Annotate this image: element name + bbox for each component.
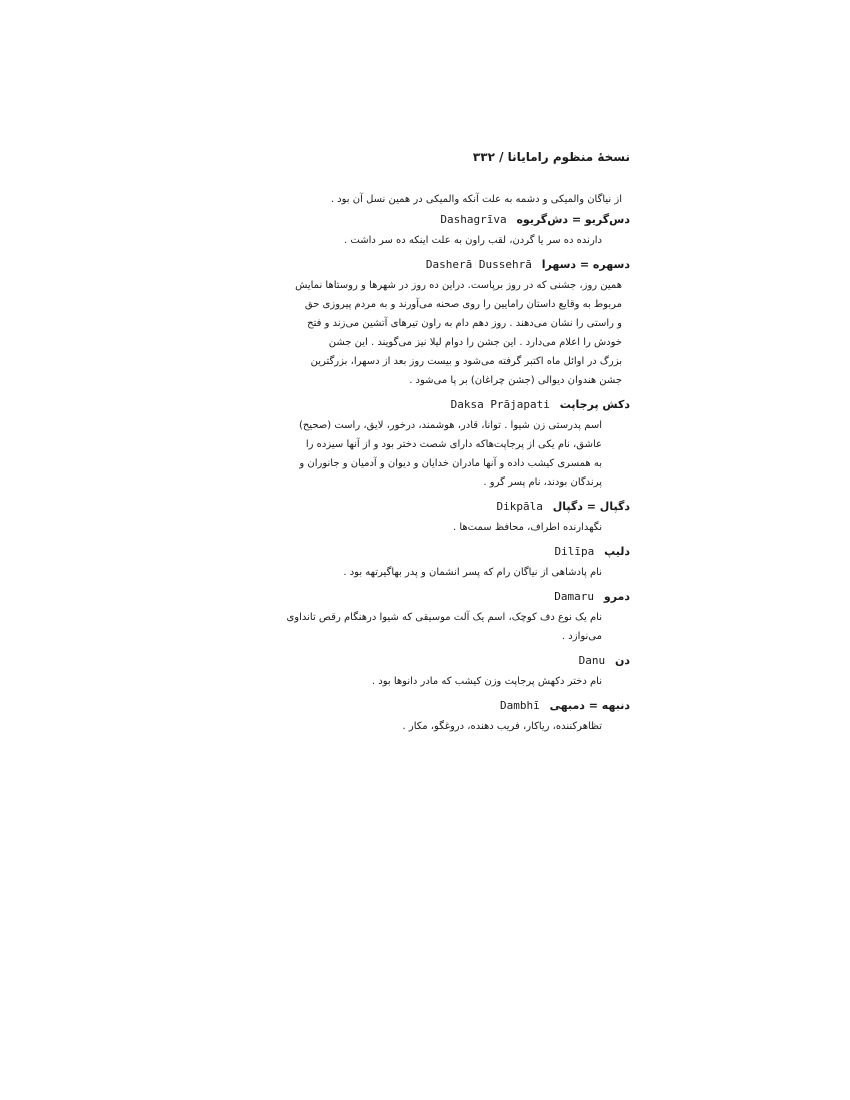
- header-separator: /: [499, 150, 504, 164]
- entry-headword: [230, 496, 630, 518]
- definition-line: تظاهرکننده، ریاکار، فریب دهنده، دروغگو، مکار .: [402, 721, 602, 732]
- document-page: [230, 150, 630, 740]
- definition-line: بزرگ در اوائل ماه اکتبر گرفته می‌شود و بیست روز بعد از دسهرا، بزرگترین: [310, 356, 622, 367]
- entry-latin-term: Dambhī: [499, 699, 540, 712]
- definition-line: همین روز، جشنی که در روز برپاست. دراین ده روز در شهرها و روستاها نمایش: [295, 280, 622, 291]
- glossary-entry-dambhi: [230, 695, 630, 736]
- entry-latin-term: Dilīpa: [554, 545, 595, 558]
- entry-latin-term: Danu: [578, 654, 606, 667]
- entry-latin-term: Dashagrīva: [440, 213, 507, 226]
- intro-paragraph: [230, 190, 630, 209]
- glossary-entry-dikpala: [230, 496, 630, 537]
- intro-line: از نیاگان والمیکی و دشمه به علت آنکه والمیکی در همین نسل آن بود .: [330, 194, 622, 205]
- definition-line: عاشق، نام یکی از پرجاپت‌هاکه دارای شصت دختر بود و از آنها سیزده را: [305, 439, 602, 450]
- glossary-entry-damaru: [230, 586, 630, 646]
- entry-definition: [230, 672, 630, 691]
- header-title: نسخهٔ منظوم رامایانا: [507, 150, 630, 164]
- entry-definition: [230, 563, 630, 582]
- glossary-entry-dashagriva: [230, 209, 630, 250]
- glossary-entry-danu: [230, 650, 630, 691]
- glossary-entry-dilipa: [230, 541, 630, 582]
- entry-headword: [230, 586, 630, 608]
- definition-line: اسم پدرستی زن شیوا . توانا، قادر، هوشمند، درخور، لایق، راست (صحیح): [298, 420, 602, 431]
- entry-persian-term: دس‌گریو = دش‌گریوه: [516, 213, 630, 226]
- glossary-entry-dashera: [230, 254, 630, 390]
- entry-definition: [230, 717, 630, 736]
- entry-persian-term: دلیپ: [604, 545, 630, 558]
- entry-persian-term: دمرو: [603, 590, 630, 603]
- running-header: [230, 150, 630, 164]
- definition-line: دارنده ده سر یا گردن، لقب راون به علت اینکه ده سر داشت .: [344, 235, 602, 246]
- entry-persian-term: دکش پرجاپت: [559, 398, 630, 411]
- entry-definition: [230, 518, 630, 537]
- definition-line: و راستی را نشان می‌دهند . روز دهم دام به راون تیرهای آتشین می‌زند و فتح: [307, 318, 622, 329]
- page-number: ۳۳۲: [472, 150, 495, 164]
- definition-line: پرندگان بودند، نام پسر گرو .: [483, 477, 602, 488]
- entry-persian-term: دن: [614, 654, 630, 667]
- entry-persian-term: دسهره = دسهرا: [541, 258, 630, 271]
- entry-headword: [230, 394, 630, 416]
- entry-latin-term: Dikpāla: [496, 500, 543, 513]
- entry-definition: [230, 416, 630, 492]
- entry-latin-term: Damaru: [554, 590, 595, 603]
- entry-persian-term: دگپال = دگپال: [552, 500, 630, 513]
- entry-headword: [230, 650, 630, 672]
- entry-latin-term: Dasherā Dussehrā: [425, 258, 532, 271]
- definition-line: نام یک نوع دف کوچک، اسم یک آلت موسیقی که شیوا درهنگام رقص تانداوی: [286, 612, 602, 623]
- entry-headword: [230, 209, 630, 231]
- definition-line: می‌نوازد .: [561, 631, 602, 642]
- glossary-entry-daksa: [230, 394, 630, 492]
- definition-line: نام پادشاهی از نیاگان رام که پسر انشمان و پدر بهاگیرتهه بود .: [343, 567, 602, 578]
- definition-line: نگهدارنده اطراف، محافظ سمت‌ها .: [453, 522, 602, 533]
- entry-headword: [230, 254, 630, 276]
- entry-headword: [230, 695, 630, 717]
- definition-line: به همسری کیشب داده و آنها مادران خدایان و دیوان و آدمیان و جانوران و: [299, 458, 602, 469]
- entry-latin-term: Daksa Prājapati: [450, 398, 550, 411]
- definition-line: مربوط به وقایع داستان رامایین را روی صحنه می‌آورند و به مردم پیروزی حق: [304, 299, 622, 310]
- entry-persian-term: دنبهه = دمبهی: [549, 699, 630, 712]
- entry-definition: [230, 276, 630, 390]
- entry-definition: [230, 608, 630, 646]
- entry-definition: [230, 231, 630, 250]
- definition-line: جشن هندوان دیوالی (جشن چراغان) بر پا می‌شود .: [409, 375, 622, 386]
- entry-headword: [230, 541, 630, 563]
- definition-line: نام دختر دکهش پرجاپت وزن کیشب که مادر دانوها بود .: [371, 676, 602, 687]
- definition-line: خودش را اعلام می‌دارد . این جشن را دوام لیلا نیز می‌گویند . این جشن: [328, 337, 622, 348]
